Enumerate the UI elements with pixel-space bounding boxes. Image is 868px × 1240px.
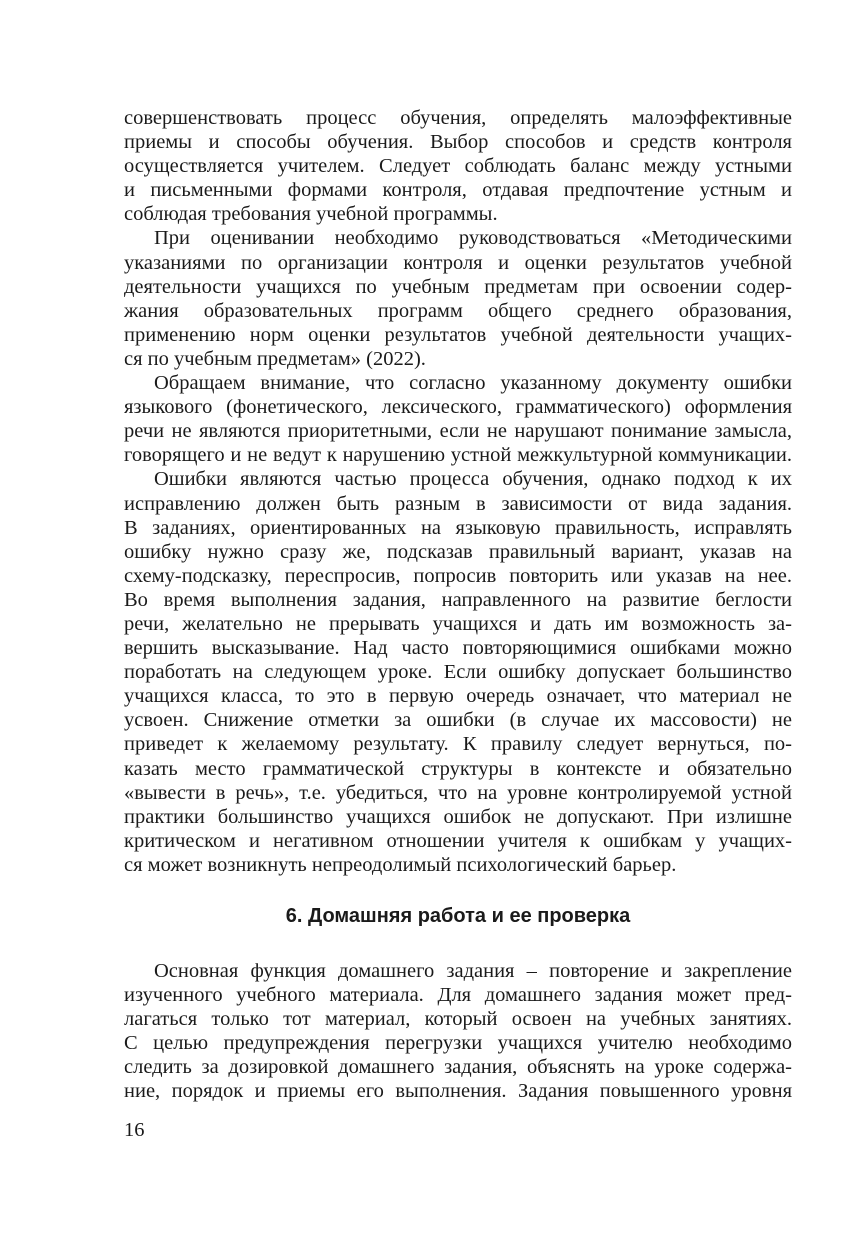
text-line: критическом и негативном отношении учителя к ошибкам у учащих- bbox=[124, 829, 792, 852]
text-line: приведет к желаемому результату. К правилу следует вернуться, по- bbox=[124, 733, 792, 756]
text-line: следить за дозировкой домашнего задания, объяснять на уроке содержа- bbox=[124, 1056, 792, 1079]
text-line: приемы и способы обучения. Выбор способов и средств контроля bbox=[124, 131, 792, 154]
text-line: С целью предупреждения перегрузки учащихся учителю необходимо bbox=[124, 1032, 792, 1055]
page-number: 16 bbox=[124, 1119, 145, 1141]
text-line: вершить высказывание. Над часто повторяющимися ошибками можно bbox=[124, 637, 792, 660]
text-line: изученного учебного материала. Для домашнего задания может пред- bbox=[124, 984, 792, 1007]
text-line: языкового (фонетического, лексического, грамматического) оформления bbox=[124, 396, 792, 419]
paragraph-continuation bbox=[124, 106, 792, 226]
text-line: жания образовательных программ общего среднего образования, bbox=[124, 299, 792, 322]
section-heading-container bbox=[124, 877, 792, 959]
text-line: В заданиях, ориентированных на языковую правильность, исправлять bbox=[124, 516, 792, 539]
paragraph-error-correction bbox=[124, 467, 792, 877]
text-line: деятельности учащихся по учебным предметам при освоении содер- bbox=[124, 275, 792, 298]
text-line: Обращаем внимание, что согласно указанному документу ошибки bbox=[154, 372, 792, 395]
text-line: При оценивании необходимо руководствоваться «Методическими bbox=[154, 227, 792, 250]
text-line: Основная функция домашнего задания – повторение и закрепление bbox=[154, 960, 792, 982]
text-line: схему-подсказку, переспросив, попросив повторить или указав на нее. bbox=[124, 564, 792, 587]
text-line: ся может возникнуть непреодолимый психологический барьер. bbox=[124, 853, 677, 876]
text-line: Во время выполнения задания, направленного на развитие беглости bbox=[124, 588, 792, 611]
paragraph-language-errors bbox=[124, 371, 792, 467]
text-line: поработать на следующем уроке. Если ошибку допускает большинство bbox=[124, 661, 792, 684]
text-line: казать место грамматической структуры в контексте и обязательно bbox=[124, 757, 792, 780]
text-line: ошибку нужно сразу же, подсказав правильный вариант, указав на bbox=[124, 540, 792, 563]
text-line: усвоен. Снижение отметки за ошибки (в случае их массовости) не bbox=[124, 709, 792, 732]
text-line: применению норм оценки результатов учебной деятельности учащих- bbox=[124, 323, 792, 346]
text-line: речи, желательно не прерывать учащихся и дать им возможность за- bbox=[124, 612, 792, 635]
text-line: ся по учебным предметам» (2022). bbox=[124, 347, 426, 370]
text-line: и письменными формами контроля, отдавая предпочтение устным и bbox=[124, 179, 792, 202]
text-line: практики большинство учащихся ошибок не допускают. При излишне bbox=[124, 805, 792, 828]
section-heading: 6. Домашняя работа и ее проверка bbox=[285, 905, 631, 927]
text-line: речи не являются приоритетными, если не нарушают понимание замысла, bbox=[124, 420, 792, 443]
text-line: говорящего и не ведут к нарушению устной межкультурной коммуникации. bbox=[124, 444, 792, 467]
paragraph-homework bbox=[124, 959, 792, 1104]
page-body bbox=[124, 106, 792, 1104]
text-line: исправлению должен быть разным в зависимости от вида задания. bbox=[124, 492, 792, 515]
text-line: лагаться только тот материал, который освоен на учебных занятиях. bbox=[124, 1008, 792, 1031]
text-line: Ошибки являются частью процесса обучения, однако подход к их bbox=[154, 468, 792, 491]
text-line: указаниями по организации контроля и оценки результатов учебной bbox=[124, 251, 792, 274]
text-line: осуществляется учителем. Следует соблюдать баланс между устными bbox=[124, 155, 792, 178]
text-line: «вывести в речь», т.е. убедиться, что на уровне контролируемой устной bbox=[124, 781, 792, 804]
text-line: учащихся класса, то это в первую очередь означает, что материал не bbox=[124, 685, 792, 708]
paragraph-methodical-guidelines bbox=[124, 226, 792, 371]
text-line: совершенствовать процесс обучения, определять малоэффективные bbox=[124, 107, 792, 129]
text-line: соблюдая требования учебной программы. bbox=[124, 203, 498, 226]
text-line: ние, порядок и приемы его выполнения. Задания повышенного уровня bbox=[124, 1080, 792, 1103]
